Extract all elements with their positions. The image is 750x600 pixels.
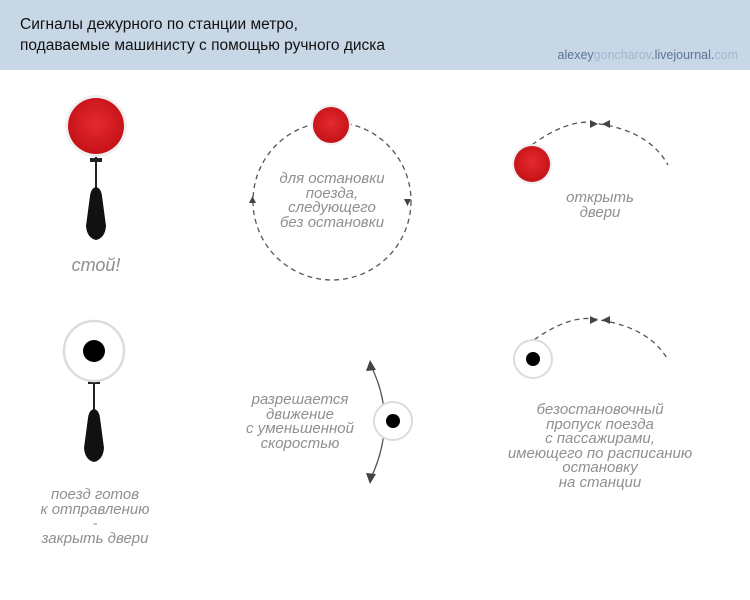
arrow-left-icon xyxy=(249,196,256,203)
caption-line: поезд готов xyxy=(50,486,140,503)
arrow-right-icon xyxy=(590,316,598,324)
signal-reduced-speed xyxy=(366,360,412,484)
black-dot xyxy=(526,352,540,366)
caption-open-doors xyxy=(560,191,640,220)
hand-disc-handle xyxy=(86,155,106,240)
caption-line: пропуск поезда xyxy=(546,415,654,433)
credit-part: com xyxy=(714,48,738,62)
black-dot xyxy=(83,340,105,362)
credit-part: goncharov xyxy=(593,48,652,62)
title-line-1: Сигналы дежурного по станции метро, xyxy=(20,16,298,33)
caption-reduced-speed xyxy=(240,393,360,451)
caption-ready xyxy=(30,488,160,546)
hand-disc-handle xyxy=(84,378,104,462)
credit-part: . xyxy=(651,48,655,62)
caption-line: с пассажирами, xyxy=(545,430,655,447)
caption-line: - xyxy=(92,515,98,532)
black-dot xyxy=(386,414,400,428)
caption-line: двери xyxy=(579,203,621,221)
signal-open-doors xyxy=(512,120,668,184)
arrow-down-icon xyxy=(366,473,376,484)
credit-part: . xyxy=(710,48,715,62)
title-line-2: подаваемые машинисту с помощью ручного диска xyxy=(20,37,386,54)
credit-part: alexey xyxy=(557,48,594,62)
caption-line: к отправлению xyxy=(40,500,150,518)
caption-line: разрешается xyxy=(251,391,349,408)
caption-line: без остановки xyxy=(279,213,385,231)
caption-line: имеющего по расписанию xyxy=(507,444,693,462)
signal-pass-through xyxy=(514,316,668,378)
caption-line: для остановки xyxy=(279,170,385,187)
signal-ready xyxy=(64,321,124,462)
caption-line: движение xyxy=(265,405,335,423)
caption-line: на станции xyxy=(558,473,642,491)
signal-stop xyxy=(65,95,127,240)
arrow-left-icon xyxy=(602,316,610,324)
arrow-right-icon xyxy=(404,199,411,206)
caption-line: с уменьшенной xyxy=(246,420,354,437)
caption-line: стой! xyxy=(71,255,121,275)
caption-line: закрыть двери xyxy=(41,529,149,547)
caption-line: поезда, xyxy=(305,184,359,202)
caption-full-circle xyxy=(262,172,402,230)
caption-line: скоростью xyxy=(260,434,340,452)
arrow-right-icon xyxy=(590,120,598,128)
caption-line: открыть xyxy=(566,189,634,206)
caption-line: безостановочный xyxy=(536,401,664,418)
arrow-up-icon xyxy=(366,360,376,371)
caption-stop xyxy=(50,255,142,275)
credit-part: livejournal xyxy=(654,48,711,62)
caption-pass-through xyxy=(495,403,705,490)
caption-line: остановку xyxy=(562,459,638,476)
caption-line: следующего xyxy=(288,199,376,216)
arrow-left-icon xyxy=(602,120,610,128)
